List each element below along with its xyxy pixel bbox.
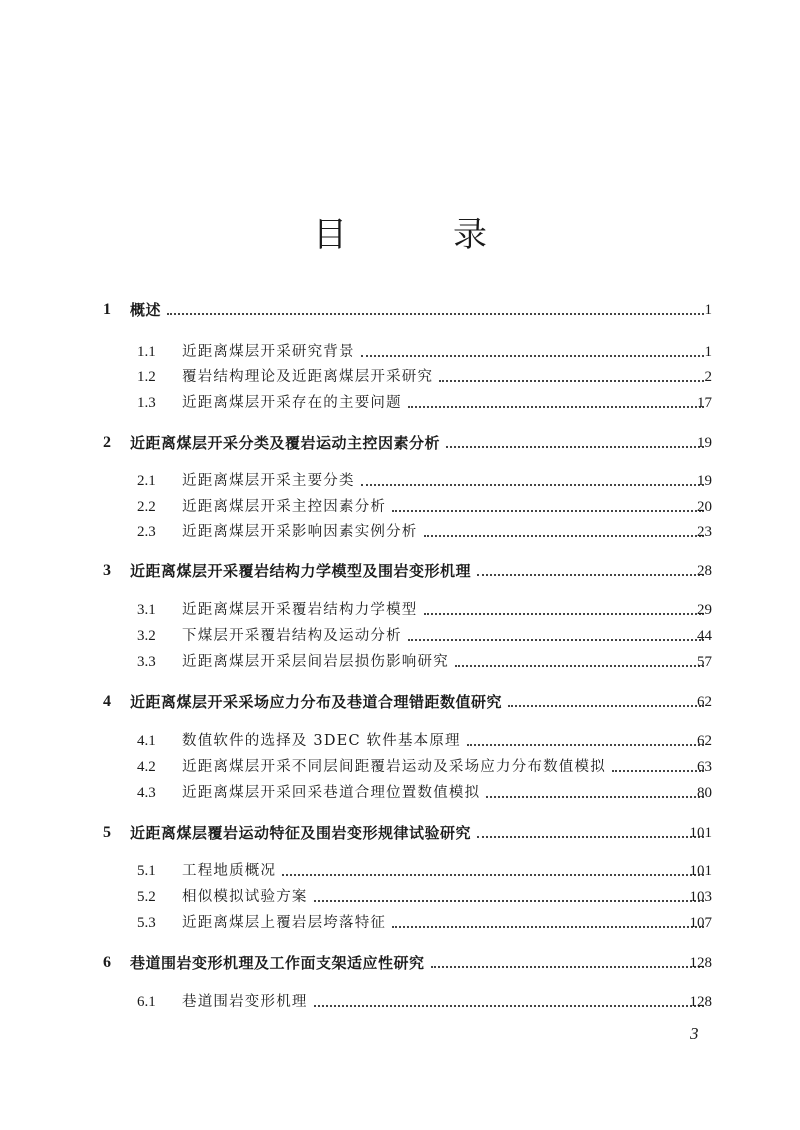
toc-entry-title: 近距离煤层开采主要分类 [182, 473, 355, 489]
toc-entry-title: 相似模拟试验方案 [182, 889, 308, 905]
toc-section-entry[interactable] [0, 754, 800, 780]
dot-leader [431, 965, 704, 968]
toc-entry-number: 5.3 [137, 915, 156, 931]
dot-leader [392, 509, 704, 512]
toc-entry-title: 近距离煤层开采存在的主要问题 [182, 395, 402, 411]
toc-entry-title: 近距离煤层开采不同层间距覆岩运动及采场应力分布数值模拟 [182, 759, 606, 775]
dot-leader [508, 704, 704, 707]
toc-entry-page: 29 [697, 602, 712, 618]
dot-leader [446, 445, 704, 448]
dot-leader [167, 312, 704, 315]
toc-entry-page: 57 [697, 654, 712, 670]
toc-section-entry[interactable] [0, 494, 800, 520]
toc-entry-number: 6 [103, 954, 111, 971]
dot-leader [314, 899, 704, 902]
toc-entry-title: 数值软件的选择及 3DEC 软件基本原理 [182, 733, 461, 749]
toc-entry-page: 17 [697, 395, 712, 411]
toc-section-entry[interactable] [0, 519, 800, 545]
toc-entry-title: 概述 [130, 301, 162, 319]
toc-entry-number: 2.2 [137, 499, 156, 515]
toc-entry-page: 62 [697, 733, 712, 749]
dot-leader [612, 769, 704, 772]
toc-entry-title: 近距离煤层开采研究背景 [182, 344, 355, 360]
toc-section-entry[interactable] [0, 649, 800, 675]
toc-entry-page: 63 [697, 759, 712, 775]
dot-leader [477, 573, 704, 576]
toc-entry-number: 5 [103, 824, 111, 841]
toc-entry-title: 覆岩结构理论及近距离煤层开采研究 [182, 369, 434, 385]
toc-entry-number: 1.2 [137, 369, 156, 385]
toc-entry-number: 3.2 [137, 628, 156, 644]
toc-section-entry[interactable] [0, 468, 800, 494]
toc-entry-title: 巷道围岩变形机理及工作面支架适应性研究 [130, 954, 425, 972]
toc-entry-number: 1.1 [137, 344, 156, 360]
toc-entry-title: 近距离煤层开采覆岩结构力学模型 [182, 602, 418, 618]
toc-section-entry[interactable] [0, 858, 800, 884]
toc-entry-number: 4.2 [137, 759, 156, 775]
toc-entry-title: 下煤层开采覆岩结构及运动分析 [182, 628, 402, 644]
toc-entry-number: 2.3 [137, 524, 156, 540]
toc-chapter-entry[interactable] [0, 297, 800, 323]
toc-entry-title: 近距离煤层开采覆岩结构力学模型及围岩变形机理 [130, 562, 472, 580]
toc-entry-title: 近距离煤层上覆岩层垮落特征 [182, 915, 387, 931]
toc-entry-number: 4.3 [137, 785, 156, 801]
toc-section-entry[interactable] [0, 910, 800, 936]
toc-entry-page: 19 [697, 473, 712, 489]
toc-entry-page: 103 [689, 889, 712, 905]
page-title [0, 212, 800, 258]
toc-entry-title: 近距离煤层开采主控因素分析 [182, 499, 387, 515]
dot-leader [314, 1004, 704, 1007]
toc-chapter-entry[interactable] [0, 820, 800, 846]
dot-leader [486, 795, 704, 798]
toc-entry-number: 2 [103, 434, 111, 451]
toc-entry-number: 6.1 [137, 994, 156, 1010]
toc-entry-title: 近距离煤层开采影响因素实例分析 [182, 524, 418, 540]
toc-entry-number: 3.3 [137, 654, 156, 670]
title-char-2: 录 [453, 215, 487, 255]
toc-entry-page: 62 [697, 694, 712, 710]
dot-leader [455, 664, 704, 667]
toc-entry-number: 5.1 [137, 863, 156, 879]
toc-entry-title: 近距离煤层开采层间岩层损伤影响研究 [182, 654, 449, 670]
page-number: 3 [690, 1024, 699, 1043]
toc-entry-page: 2 [704, 369, 712, 385]
dot-leader [424, 534, 705, 537]
toc-entry-number: 2.1 [137, 473, 156, 489]
toc-entry-title: 巷道围岩变形机理 [182, 994, 308, 1010]
toc-entry-page: 128 [689, 955, 712, 971]
toc-entry-number: 3 [103, 562, 111, 579]
toc-entry-page: 1 [704, 302, 712, 318]
toc-section-entry[interactable] [0, 623, 800, 649]
toc-entry-title: 近距离煤层覆岩运动特征及围岩变形规律试验研究 [130, 824, 472, 842]
toc-chapter-entry[interactable] [0, 558, 800, 584]
toc-entry-number: 4.1 [137, 733, 156, 749]
toc-entry-title: 工程地质概况 [182, 863, 277, 879]
dot-leader [392, 925, 704, 928]
toc-section-entry[interactable] [0, 339, 800, 365]
toc-entry-title: 近距离煤层开采回采巷道合理位置数值模拟 [182, 785, 481, 801]
toc-section-entry[interactable] [0, 989, 800, 1015]
title-char-1: 目 [313, 215, 347, 255]
dot-leader [408, 638, 704, 641]
toc-entry-number: 5.2 [137, 889, 156, 905]
toc-entry-page: 23 [697, 524, 712, 540]
toc-section-entry[interactable] [0, 728, 800, 754]
dot-leader [408, 405, 704, 408]
toc-entry-title: 近距离煤层开采分类及覆岩运动主控因素分析 [130, 434, 441, 452]
toc-entry-number: 4 [103, 693, 111, 710]
toc-entry-page: 101 [689, 863, 712, 879]
toc-entry-page: 28 [697, 563, 712, 579]
toc-section-entry[interactable] [0, 364, 800, 390]
toc-entry-page: 80 [697, 785, 712, 801]
dot-leader [424, 612, 705, 615]
toc-entry-page: 19 [697, 435, 712, 451]
toc-entry-page: 44 [697, 628, 712, 644]
dot-leader [477, 835, 704, 838]
dot-leader [361, 483, 704, 486]
dot-leader [439, 379, 704, 382]
toc-chapter-entry[interactable] [0, 950, 800, 976]
toc-chapter-entry[interactable] [0, 430, 800, 456]
toc-entry-page: 1 [704, 344, 712, 360]
dot-leader [467, 743, 704, 746]
toc-entry-number: 1.3 [137, 395, 156, 411]
toc-chapter-entry[interactable] [0, 689, 800, 715]
dot-leader [282, 873, 704, 876]
toc-entry-number: 1 [103, 301, 111, 318]
toc-section-entry[interactable] [0, 390, 800, 416]
toc-entry-page: 101 [689, 825, 712, 841]
toc-entry-page: 20 [697, 499, 712, 515]
toc-section-entry[interactable] [0, 884, 800, 910]
toc-entry-number: 3.1 [137, 602, 156, 618]
toc-entry-title: 近距离煤层开采采场应力分布及巷道合理错距数值研究 [130, 693, 503, 711]
toc-section-entry[interactable] [0, 597, 800, 623]
dot-leader [361, 354, 704, 357]
toc-entry-page: 128 [689, 994, 712, 1010]
toc-entry-page: 107 [689, 915, 712, 931]
toc-section-entry[interactable] [0, 780, 800, 806]
